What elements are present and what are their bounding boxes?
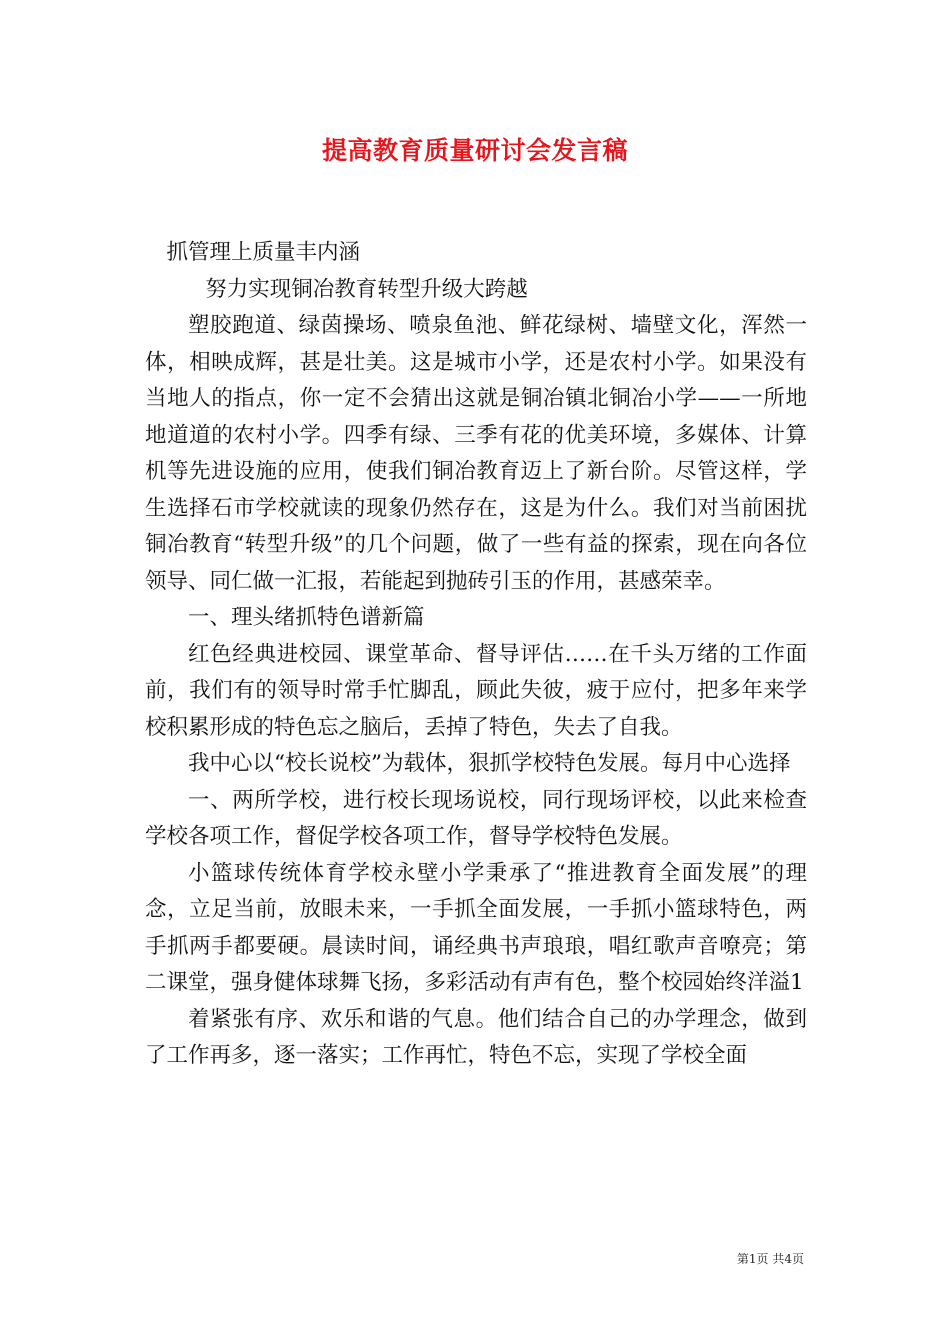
paragraph: 努力实现铜冶教育转型升级大跨越 — [205, 276, 528, 302]
paragraph: 一、两所学校，进行校长现场说校，同行现场评校，以此来检查学校各项工作，督促学校各项工作，督导学校特色发展。 — [145, 787, 807, 849]
paragraph: 我中心以“校长说校”为载体，狠抓学校特色发展。每月中心选择 — [188, 751, 791, 776]
footer-total-pages: 4 — [784, 1252, 792, 1266]
paragraph: 塑胶跑道、绿茵操场、喷泉鱼池、鲜花绿树、墙壁文化，浑然一体，相映成辉，甚是壮美。这是城市小学，还是农村小学。如果没有当地人的指点，你一定不会猜出这就是铜冶镇北铜冶小学——一所地地道道的农村小学。四季有绿、三季有花的优美环境，多媒体、计算机等先进设施的应用，使我们铜冶教育迈上了新台阶。尽管这样，学生选择石市学校就读的现象仍然存在，这是为什么。我们对当前困扰铜冶教育“转型升级”的几个问题，做了一些有益的探索，现在向各位领导、同仁做一汇报，若能起到抛砖引玉的作用，甚感荣幸。 — [145, 313, 807, 594]
paragraph: 着紧张有序、欢乐和谐的气息。他们结合自己的办学理念，做到了工作再多，逐一落实；工作再忙，特色不忘，实现了学校全面 — [145, 1006, 807, 1068]
footer-label: 第 — [736, 1252, 749, 1266]
footer-mid: 页 共 — [756, 1252, 785, 1266]
footer-end: 页 — [791, 1252, 804, 1266]
document-title: 提高教育质量研讨会发言稿 — [321, 136, 628, 165]
footer-current-page: 1 — [748, 1252, 757, 1266]
paragraph: 红色经典进校园、课堂革命、督导评估……在千头万绪的工作面前，我们有的领导时常手忙脚乱，顾此失彼，疲于应付，把多年来学校积累形成的特色忘之脑后，丢掉了特色，失去了自我。 — [145, 641, 807, 740]
document-body — [145, 235, 807, 1075]
paragraph: 小篮球传统体育学校永壁小学秉承了“推进教育全面发展”的理念，立足当前，放眼未来，一手抓全面发展，一手抓小篮球特色，两手抓两手都要硬。晨读时间，诵经典书声琅琅，唱红歌声音嘹亮；第二课堂，强身健体球舞飞扬，多彩活动有声有色，整个校园始终洋溢1 — [145, 860, 807, 995]
paragraph: 抓管理上质量丰内涵 — [166, 240, 361, 265]
page-number-footer — [737, 1250, 804, 1267]
paragraph: 一、理头绪抓特色谱新篇 — [188, 605, 425, 630]
